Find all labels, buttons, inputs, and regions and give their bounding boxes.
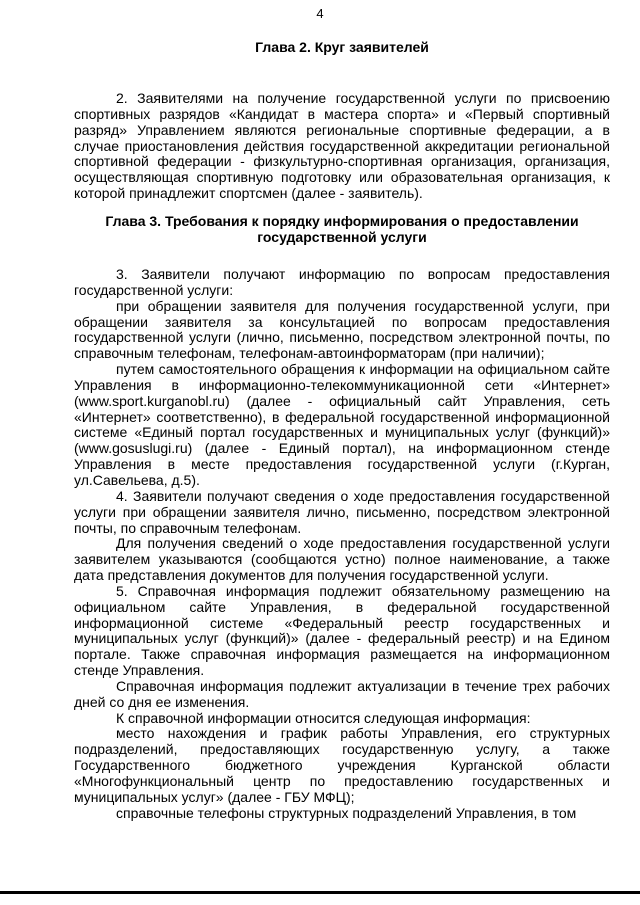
paragraph: Для получения сведений о ходе предоставления государственной услуги заявителем указываются (сообщаются устно) полное наименование, а также дата представления документов для получения государственной услуги. xyxy=(74,535,610,584)
paragraph: К справочной информации относится следующая информация: xyxy=(116,709,531,726)
paragraph: при обращении заявителя для получения государственной услуги, при обращении заявителя за консультацией по вопросам предоставления государственной услуги (лично, письменно, посредством электронной почты, по справочным телефонам, телефонам-автоинформаторам (при наличии); xyxy=(74,297,610,362)
page-number: 4 xyxy=(316,6,324,21)
paragraph: 3. Заявители получают информацию по вопросам предоставления государственной услуги: xyxy=(74,266,610,298)
chapter-2-title: Глава 2. Круг заявителей xyxy=(255,39,429,55)
paragraph: путем самостоятельного обращения к информации на официальном сайте Управления в информационно-телекоммуникационной сети «Интернет» (www.sport.kurganobl.ru) (далее - официальный сайт Управления, сеть «Интернет» соответственно), в федеральной государственной информационной системе «Единый портал государственных и муниципальных услуг (функций)» (www.gosuslugi.ru) (далее - Единый портал), на информационном стенде Управления в месте предоставления государственной услуги (г.Курган, ул.Савельева, д.5). xyxy=(74,361,610,488)
paragraph: 4. Заявители получают сведения о ходе предоставления государственной услуги при обращении заявителя лично, письменно, посредством электронной почты, по справочным телефонам. xyxy=(74,487,610,536)
chapter-3-body xyxy=(74,267,610,822)
chapter-3-title: Глава 3. Требования к порядку информирования о предоставлении государственной услуги xyxy=(105,213,579,245)
paragraph: справочные телефоны структурных подразделений Управления, в том xyxy=(116,804,577,821)
chapter-2-body xyxy=(74,91,610,202)
page-bottom-rule xyxy=(0,891,640,894)
paragraph: Справочная информация подлежит актуализации в течение трех рабочих дней со дня ее изменения. xyxy=(74,677,610,710)
paragraph: место нахождения и график работы Управления, его структурных подразделений, предоставляющих государственную услугу, а также Государственного бюджетного учреждения Курганской области «Многофункциональный центр по предоставлению государственных и муниципальных услуг» (далее - ГБУ МФЦ); xyxy=(74,725,610,805)
paragraph: 2. Заявителями на получение государственной услуги по присвоению спортивных разрядов «Кандидат в мастера спорта» и «Первый спортивный разряд» Управлением являются региональные спортивные федерации, а в случае приостановления действия государственной аккредитации региональной спортивной федерации - физкультурно-спортивная организация, организация, осуществляющая спортивную подготовку или образовательная организация, к которой принадлежит спортсмен (далее - заявитель). xyxy=(74,90,610,202)
paragraph: 5. Справочная информация подлежит обязательному размещению на официальном сайте Управления, в федеральной государственной информационной системе «Федеральный реестр государственных и муниципальных услуг (функций)» (далее - федеральный реестр) и на Едином портале. Также справочная информация размещается на информационном стенде Управления. xyxy=(74,582,610,679)
